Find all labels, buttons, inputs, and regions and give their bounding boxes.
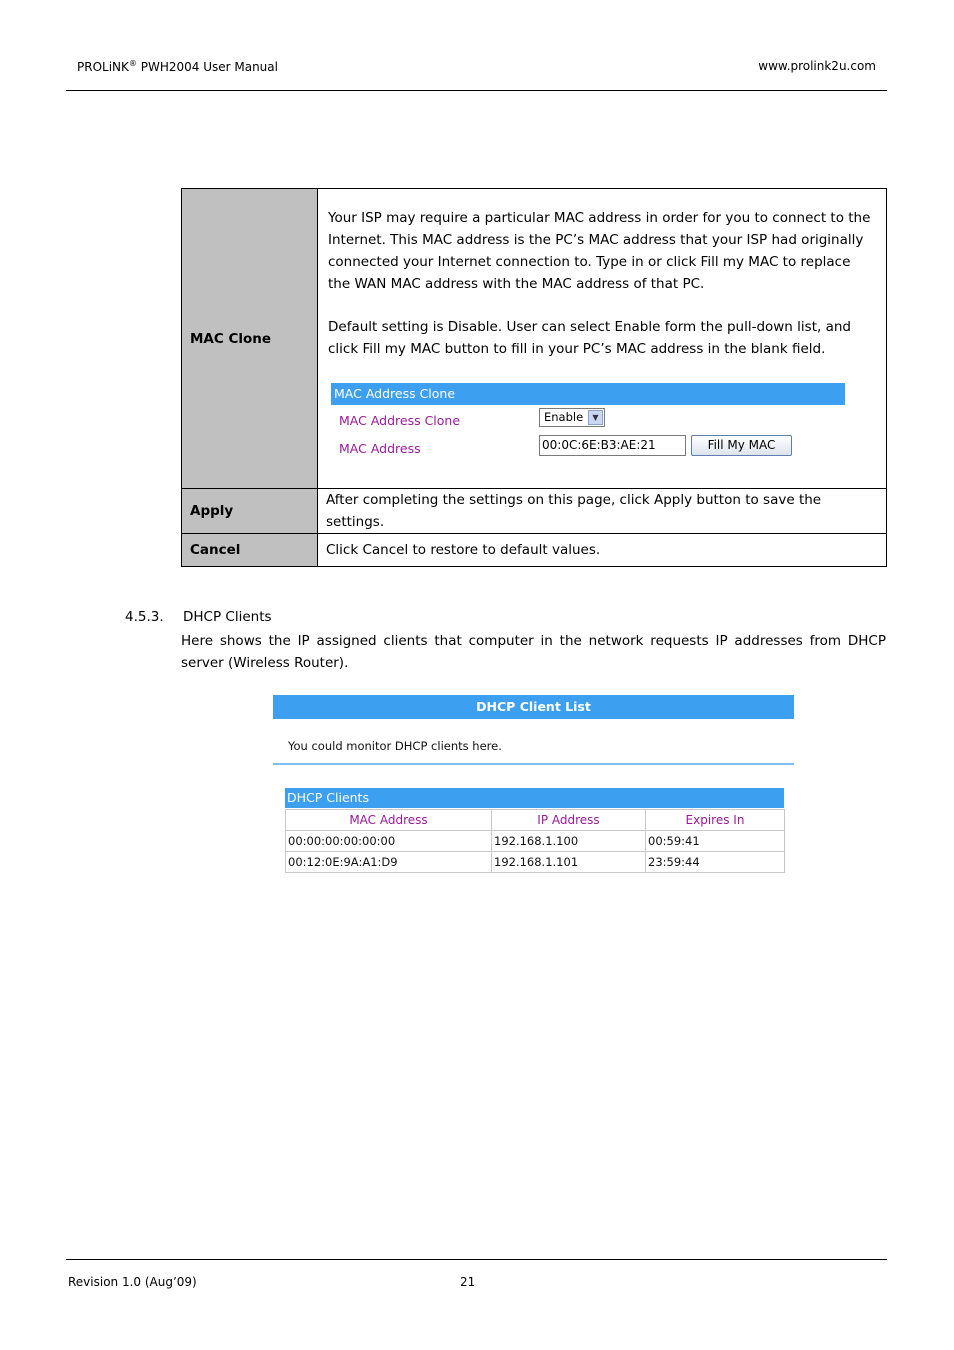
param-label-mac-clone: MAC Clone [182,189,318,489]
column-header-expires-in: Expires In [646,810,785,831]
header-manual-title: PROLiNK® PWH2004 User Manual [77,59,278,74]
page-number: 21 [460,1275,476,1289]
table-row-apply [182,489,887,534]
client-expires-in: 00:59:41 [646,831,785,852]
client-expires-in: 23:59:44 [646,852,785,873]
dhcp-client-list-title-bar: DHCP Client List [273,695,794,719]
param-desc-apply: After completing the settings on this page, click Apply button to save the settings. [318,489,887,534]
param-desc-mac-clone [318,189,887,489]
table-row-cancel [182,534,887,567]
header-website: www.prolink2u.com [758,59,876,73]
dhcp-clients-table [285,809,785,873]
dhcp-monitor-note: You could monitor DHCP clients here. [288,739,502,753]
mac-clone-setting-label: MAC Address Clone [339,413,461,428]
footer-rule [66,1259,887,1260]
client-mac-address: 00:00:00:00:00:00 [286,831,492,852]
dhcp-divider [273,763,794,765]
param-label-cancel: Cancel [182,534,318,567]
header-rule [66,90,887,91]
mac-clone-desc-paragraph-1: Your ISP may require a particular MAC address in order for you to connect to the Internet. This MAC address is the PC’s MAC address that your ISP had originally connected your Internet connection to. Type in or click Fill my MAC to replace the WAN MAC address with the MAC address of that PC. [328,210,871,292]
table-row [286,831,785,852]
param-desc-cancel: Click Cancel to restore to default values. [318,534,887,567]
dhcp-clients-title-bar: DHCP Clients [285,788,784,808]
parameter-table [181,188,887,567]
column-header-ip-address: IP Address [492,810,646,831]
column-header-mac-address: MAC Address [286,810,492,831]
client-mac-address: 00:12:0E:9A:A1:D9 [286,852,492,873]
client-ip-address: 192.168.1.100 [492,831,646,852]
mac-clone-desc-paragraph-2: Default setting is Disable. User can select Enable form the pull-down list, and click Fill my MAC button to fill in your PC’s MAC address in the blank field. [328,319,851,357]
table-row [286,852,785,873]
table-header-row [286,810,785,831]
chevron-down-icon[interactable]: ▼ [588,410,603,425]
mac-clone-select[interactable] [539,408,605,427]
fill-my-mac-button[interactable]: Fill My MAC [691,435,792,456]
section-number: 4.5.3. [125,609,164,625]
table-row-mac-clone [182,189,887,489]
mac-clone-screenshot [331,383,845,463]
mac-address-input[interactable]: 00:0C:6E:B3:AE:21 [539,435,686,456]
mac-address-label: MAC Address [339,441,421,456]
section-body: Here shows the IP assigned clients that computer in the network requests IP addresses from DHCP server (Wireless Router). [181,633,886,671]
mac-clone-select-value: Enable [544,410,584,424]
client-ip-address: 192.168.1.101 [492,852,646,873]
param-label-apply: Apply [182,489,318,534]
footer-revision: Revision 1.0 (Aug’09) [68,1275,197,1289]
mac-clone-title-bar: MAC Address Clone [331,383,845,405]
section-title: DHCP Clients [183,609,272,625]
